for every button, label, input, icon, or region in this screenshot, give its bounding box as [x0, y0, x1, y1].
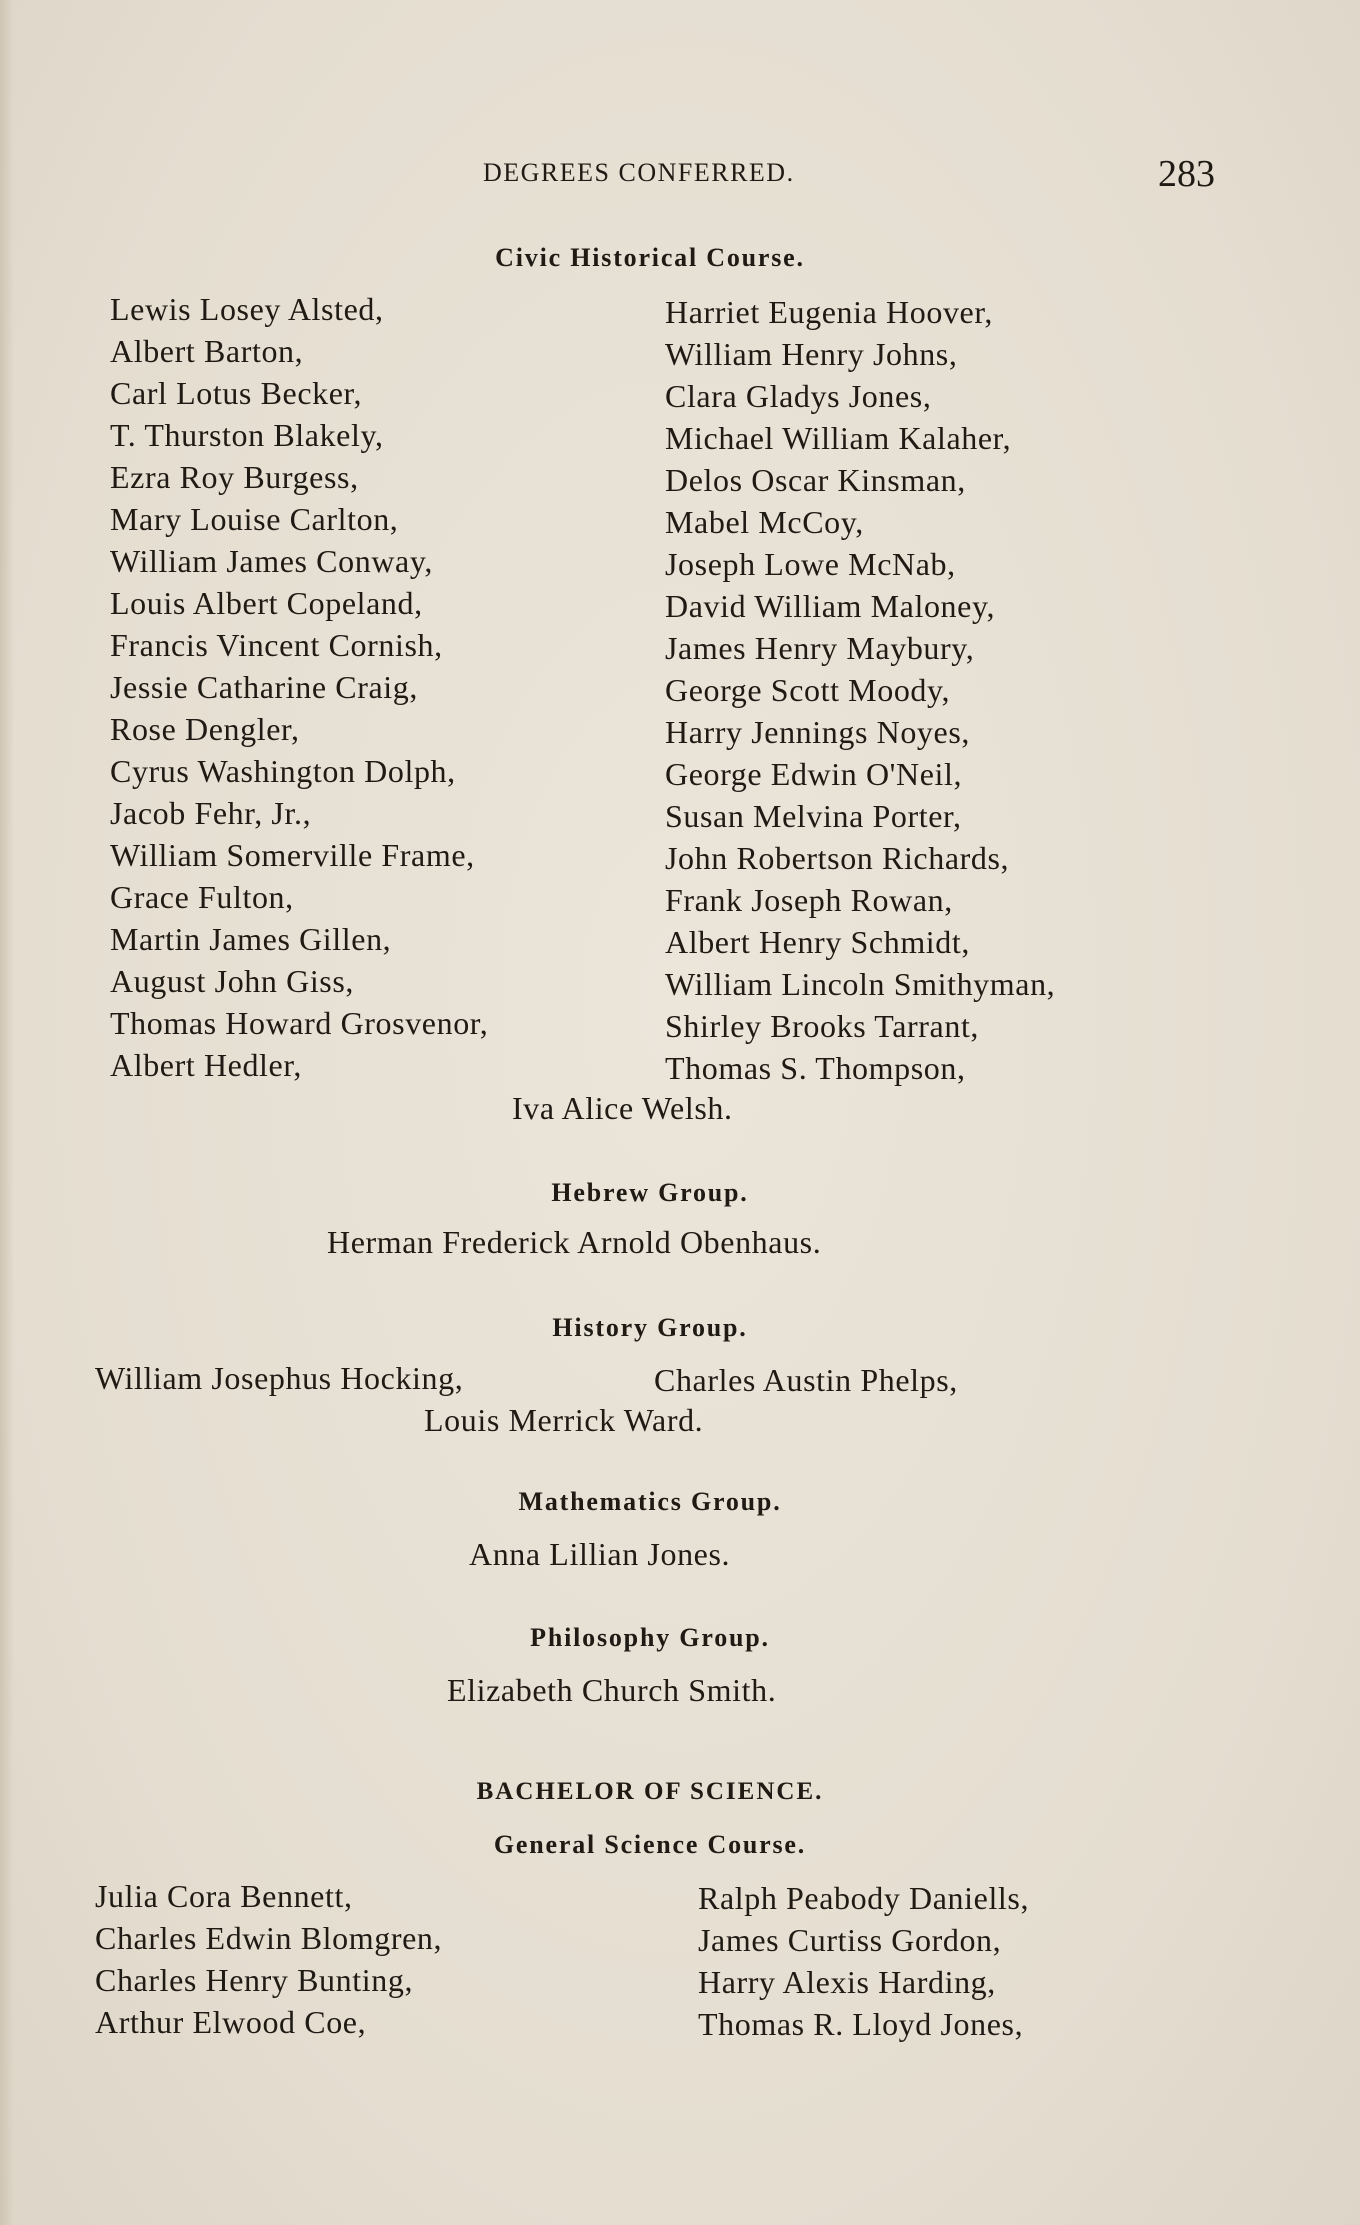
civic-right-column	[665, 291, 1055, 1089]
history-left-name: William Josephus Hocking,	[95, 1360, 464, 1396]
graduate-name: Charles Edwin Blomgren,	[95, 1920, 443, 1956]
science-left-column	[95, 1875, 442, 2043]
graduate-name: William Henry Johns,	[665, 336, 958, 372]
page-number: 283	[1158, 153, 1215, 195]
graduate-name: Susan Melvina Porter,	[665, 798, 962, 834]
mathematics-group-heading: Mathematics Group.	[518, 1487, 782, 1516]
graduate-name: T. Thurston Blakely,	[110, 417, 384, 453]
graduate-name: Martin James Gillen,	[110, 921, 392, 957]
graduate-name: Delos Oscar Kinsman,	[665, 462, 966, 498]
graduate-name: John Robertson Richards,	[665, 840, 1010, 876]
graduate-name: Francis Vincent Cornish,	[110, 627, 443, 663]
graduate-name: George Scott Moody,	[665, 672, 951, 708]
graduate-name: Arthur Elwood Coe,	[95, 2004, 367, 2040]
graduate-name: Harriet Eugenia Hoover,	[665, 294, 993, 330]
graduate-name: Grace Fulton,	[110, 879, 294, 915]
philosophy-group-names: Elizabeth Church Smith.	[447, 1672, 777, 1708]
graduate-name: Thomas Howard Grosvenor,	[110, 1005, 489, 1041]
graduate-name: Albert Hedler,	[110, 1047, 302, 1083]
graduate-name: Frank Joseph Rowan,	[665, 882, 953, 918]
graduate-name: August John Giss,	[110, 963, 355, 999]
graduate-name: Thomas S. Thompson,	[665, 1050, 966, 1086]
graduate-name: Harry Jennings Noyes,	[665, 714, 970, 750]
page-spine-shadow	[0, 0, 14, 2225]
graduate-name: Cyrus Washington Dolph,	[110, 753, 456, 789]
graduate-name: Carl Lotus Becker,	[110, 375, 363, 411]
graduate-name: Julia Cora Bennett,	[95, 1878, 353, 1914]
philosophy-group-heading: Philosophy Group.	[530, 1623, 770, 1652]
graduate-name: Jessie Catharine Craig,	[110, 669, 418, 705]
graduate-name: Michael William Kalaher,	[665, 420, 1012, 456]
graduate-name: Mabel McCoy,	[665, 504, 864, 540]
graduate-name: George Edwin O'Neil,	[665, 756, 963, 792]
hebrew-group-names: Herman Frederick Arnold Obenhaus.	[327, 1224, 822, 1260]
graduate-name: Albert Barton,	[110, 333, 304, 369]
history-right-name: Charles Austin Phelps,	[654, 1362, 958, 1398]
graduate-name: Louis Albert Copeland,	[110, 585, 423, 621]
graduate-name: Lewis Losey Alsted,	[110, 291, 384, 327]
mathematics-group-names: Anna Lillian Jones.	[469, 1536, 731, 1572]
general-science-heading: General Science Course.	[493, 1830, 807, 1859]
civic-historical-heading: Civic Historical Course.	[495, 243, 805, 272]
graduate-name: Jacob Fehr, Jr.,	[110, 795, 312, 831]
civic-last-name: Iva Alice Welsh.	[512, 1090, 733, 1126]
graduate-name: Harry Alexis Harding,	[698, 1964, 996, 2000]
graduate-name: James Curtiss Gordon,	[698, 1922, 1002, 1958]
graduate-name: Rose Dengler,	[110, 711, 300, 747]
graduate-name: William James Conway,	[110, 543, 433, 579]
graduate-name: William Lincoln Smithyman,	[665, 966, 1056, 1002]
graduate-name: Albert Henry Schmidt,	[665, 924, 970, 960]
graduate-name: Ralph Peabody Daniells,	[698, 1880, 1030, 1916]
graduate-name: Mary Louise Carlton,	[110, 501, 399, 537]
bachelor-of-science-heading: BACHELOR OF SCIENCE.	[476, 1778, 824, 1805]
civic-left-column	[110, 288, 488, 1086]
graduate-name: William Somerville Frame,	[110, 837, 475, 873]
science-right-column	[698, 1877, 1029, 2045]
graduate-name: Charles Henry Bunting,	[95, 1962, 414, 1998]
history-last-name: Louis Merrick Ward.	[424, 1402, 704, 1438]
graduate-name: Ezra Roy Burgess,	[110, 459, 359, 495]
hebrew-group-heading: Hebrew Group.	[551, 1178, 749, 1207]
history-group-heading: History Group.	[552, 1313, 748, 1342]
graduate-name: David William Maloney,	[665, 588, 996, 624]
graduate-name: Joseph Lowe McNab,	[665, 546, 956, 582]
running-head: DEGREES CONFERRED.	[483, 158, 795, 187]
graduate-name: Thomas R. Lloyd Jones,	[698, 2006, 1024, 2042]
graduate-name: Shirley Brooks Tarrant,	[665, 1008, 980, 1044]
graduate-name: James Henry Maybury,	[665, 630, 975, 666]
graduate-name: Clara Gladys Jones,	[665, 378, 932, 414]
